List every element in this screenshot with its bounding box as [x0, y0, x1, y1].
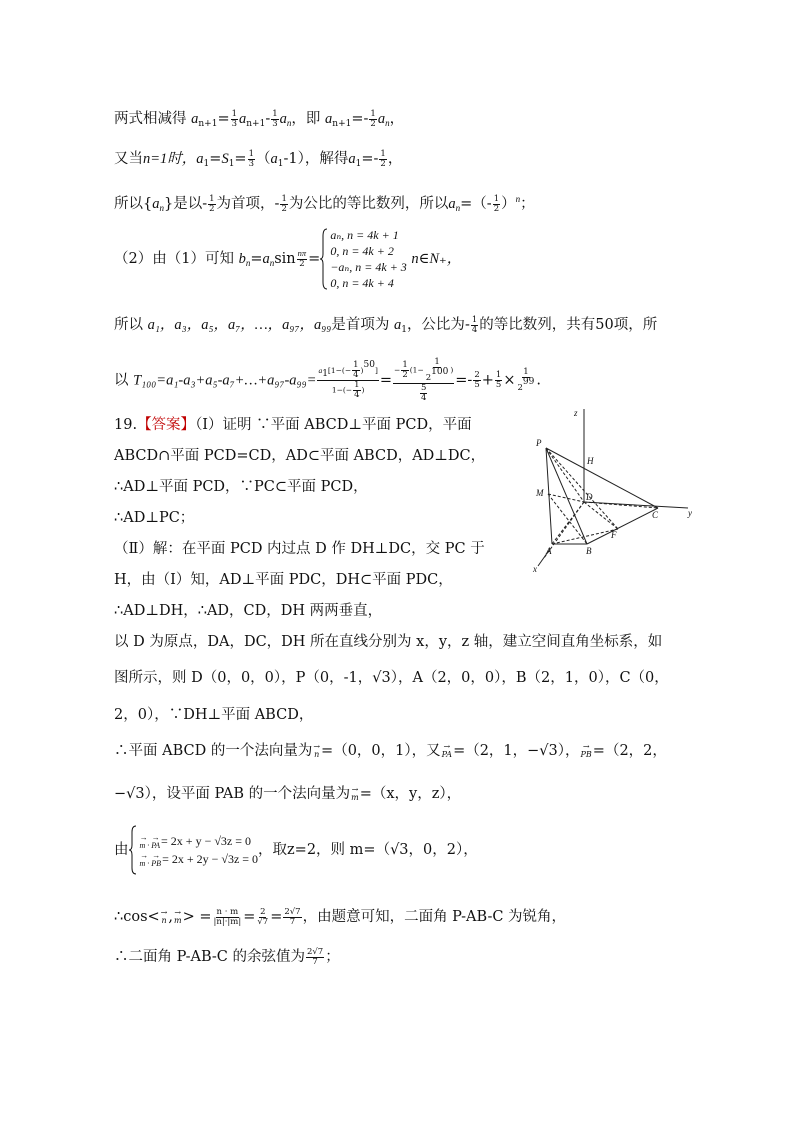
svg-text:H: H: [587, 456, 594, 466]
svg-text:z: z: [574, 408, 578, 418]
left-brace-icon: [129, 825, 137, 875]
q19-line-13: 由 → → m · PA = 2x + y − √3z = 0 → → m · PB = 2x + 2y − √3z = 0 ，取z=2，则 m=（√3，0，2），: [114, 822, 478, 878]
line-3: 所以$\{a_n\}$是以- $\frac{1}{2}$ 为首项，- $\frac{1}{2}$ 为公比的等比数列，所以$a_n=(-$ $\frac{1}{2}$ ）$^n$；: [114, 193, 535, 214]
q19-line-3: ∴AD⊥平面 PCD，∵PC⊂平面 PCD，: [114, 479, 368, 495]
svg-text:x: x: [533, 564, 537, 574]
q19-line-1: 19.【答案】（Ⅰ）证明 ∵平面 ABCD⊥平面 PCD，平面: [114, 417, 472, 433]
svg-text:F: F: [611, 530, 617, 540]
line-6: 以 T₁₀₀=a₁-a₃+a₅-a₇+…+a₉₇-a₉₉= $a_1[1-(-$ $\frac{1}{4}$ )$^{50}$] 1−(− $\frac{1}{4}$ ) = − $\frac{1}{2}$ (1− $\frac{1}{2^{100}}$ ) $\frac{5}{4}$ =- $\frac{2}{5}$ + $\frac{1}{5}$ × $\frac{1}{2^{99}}$ .: [114, 357, 541, 403]
svg-text:C: C: [652, 510, 659, 520]
q19-line-9: 图所示，则 D（0，0，0），P（0，-1，√3），A（2，0，0），B（2，1，0），C（0，: [114, 670, 669, 686]
q19-line-12: −√3），设平面 PAB 的一个法向量为 → m =（x，y，z），: [114, 785, 462, 802]
line-5: 所以 a₁，a₃，a₅，a₇，…，a₉₇，a₉₉是首项为 $a_1$，公比为- $\frac{1}{4}$ 的等比数列，共有50项，所: [114, 314, 658, 335]
svg-text:y: y: [688, 508, 692, 518]
vector-equations: → → m · PA = 2x + y − √3z = 0 → → m · PB = 2x + 2y − √3z = 0: [139, 833, 259, 869]
svg-text:P: P: [536, 438, 542, 448]
line-2: 又当n=1时，$a_1=S_1=$ $\frac{1}{3}$ $(a_1-1)$，解得$a_1=-$ $\frac{1}{2}$ ，: [114, 148, 403, 169]
q19-line-4: ∴AD⊥PC；: [114, 510, 195, 526]
q19-line-14: ∴cos< → n , → m > = $\frac{n \cdot m}{|n|\cdot|m|}$ = $\frac{2}{√7}$ = $\frac{2√7}{7}$ ，由题意可知，二面角 P-AB-C 为锐角，: [114, 906, 567, 927]
left-brace-icon: [320, 228, 328, 290]
q19-line-15: ∴二面角 P-AB-C 的余弦值为 $\frac{2√7}{7}$ ；: [114, 946, 340, 967]
piecewise-cases: aₙ, n = 4k + 1 0, n = 4k + 2 −aₙ, n = 4k + 3 0, n = 4k + 4: [330, 228, 407, 290]
q19-line-6: H，由（Ⅰ）知，AD⊥平面 PDC，DH⊂平面 PDC，: [114, 572, 453, 588]
q19-line-5: （Ⅱ）解：在平面 PCD 内过点 D 作 DH⊥DC，交 PC 于: [114, 541, 485, 557]
q19-line-7: ∴AD⊥DH，∴AD，CD，DH 两两垂直，: [114, 603, 383, 619]
pyramid-figure: [520, 404, 710, 574]
line-1: 两式相减得 $a_{n+1}=$ $\frac{1}{3}$ $a_{n+1}-$ $\frac{1}{3}$ $a_n$，即 $a_{n+1}=-$ $\frac{1}{2}$ $a_n$，: [114, 108, 405, 129]
line-4: （2）由（1）可知 $b_n=a_n\sin$ $\frac{n\pi}{2}$ = aₙ, n = 4k + 1 0, n = 4k + 2 −aₙ, n = 4k + 3 0, n = 4k + 4 n∈N₊，: [114, 228, 462, 290]
svg-text:M: M: [536, 488, 544, 498]
q19-line-10: 2，0），∵DH⊥平面 ABCD，: [114, 707, 314, 723]
q19-line-8: 以 D 为原点，DA，DC，DH 所在直线分别为 x，y，z 轴，建立空间直角坐标系，如: [114, 634, 663, 650]
svg-text:B: B: [586, 546, 592, 556]
q19-line-11: ∴平面 ABCD 的一个法向量为 → n =（0，0，1），又 → PA =（2，1，−√3）， → PB =（2，2，: [114, 742, 667, 759]
q19-line-2: ABCD∩平面 PCD=CD，AD⊂平面 ABCD，AD⊥DC，: [114, 448, 486, 464]
svg-text:D: D: [586, 492, 593, 502]
svg-text:A: A: [546, 546, 552, 556]
